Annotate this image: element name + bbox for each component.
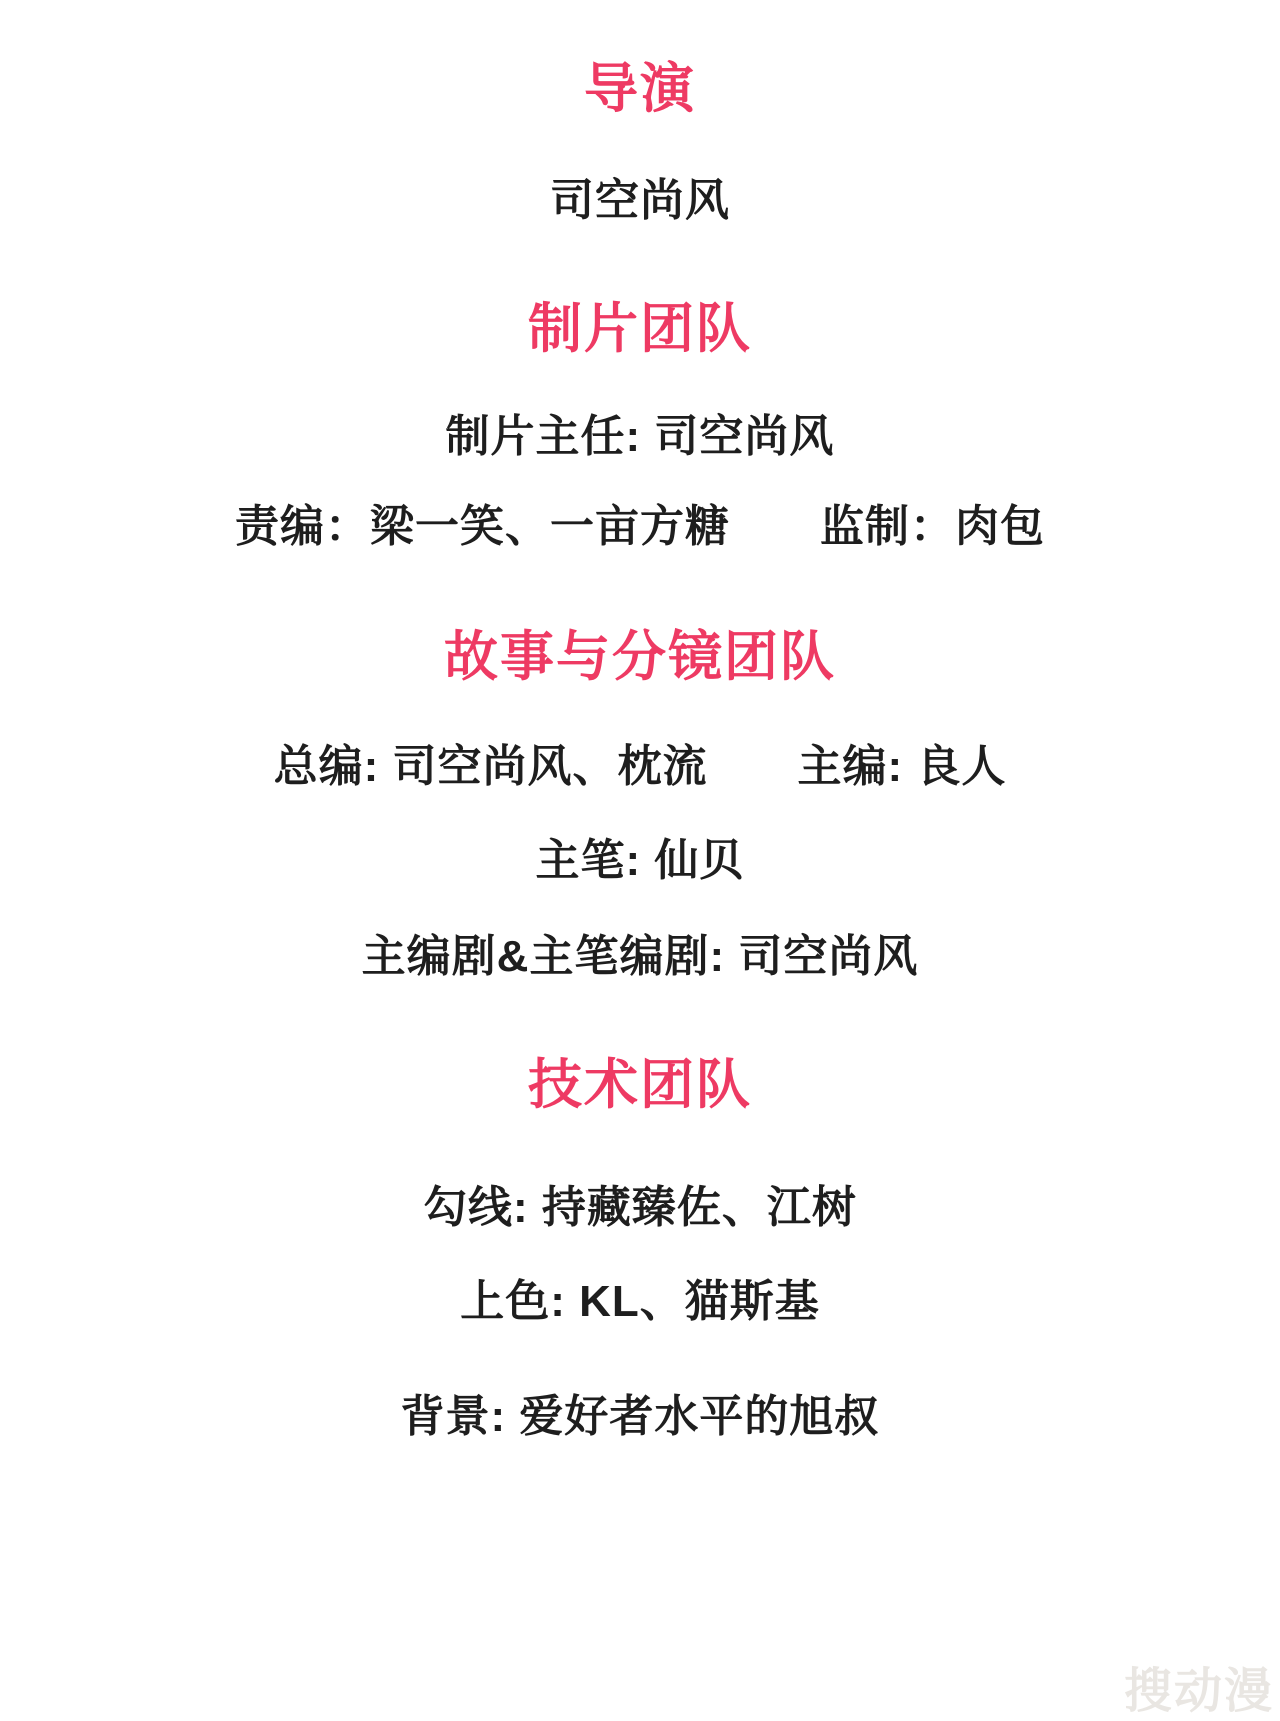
section-title-director: 导演: [584, 59, 696, 119]
section-title-production-team: 制片团队: [528, 299, 752, 359]
credit-line-director-name: 司空尚风: [550, 176, 730, 225]
site-watermark: 搜动漫: [1123, 1665, 1274, 1718]
credit-line-line-art: 勾线: 持藏臻佐、江树: [423, 1183, 857, 1232]
section-title-technical-team: 技术团队: [528, 1055, 752, 1115]
credit-line-coloring: 上色: KL、猫斯基: [460, 1277, 820, 1326]
credit-line-production-director: 制片主任: 司空尚风: [445, 412, 835, 461]
credit-line-chief-editors: 总编: 司空尚风、枕流 主编: 良人: [273, 742, 1007, 791]
credit-line-lead-screenwriter: 主编剧&主笔编剧: 司空尚风: [361, 932, 919, 981]
credit-line-lead-artist: 主笔: 仙贝: [535, 836, 745, 885]
credit-line-background-art: 背景: 爱好者水平的旭叔: [400, 1392, 880, 1441]
credit-line-editors-supervisor: 责编：梁一笑、一亩方糖 监制：肉包: [235, 502, 1045, 551]
section-title-story-storyboard-team: 故事与分镜团队: [444, 627, 836, 687]
